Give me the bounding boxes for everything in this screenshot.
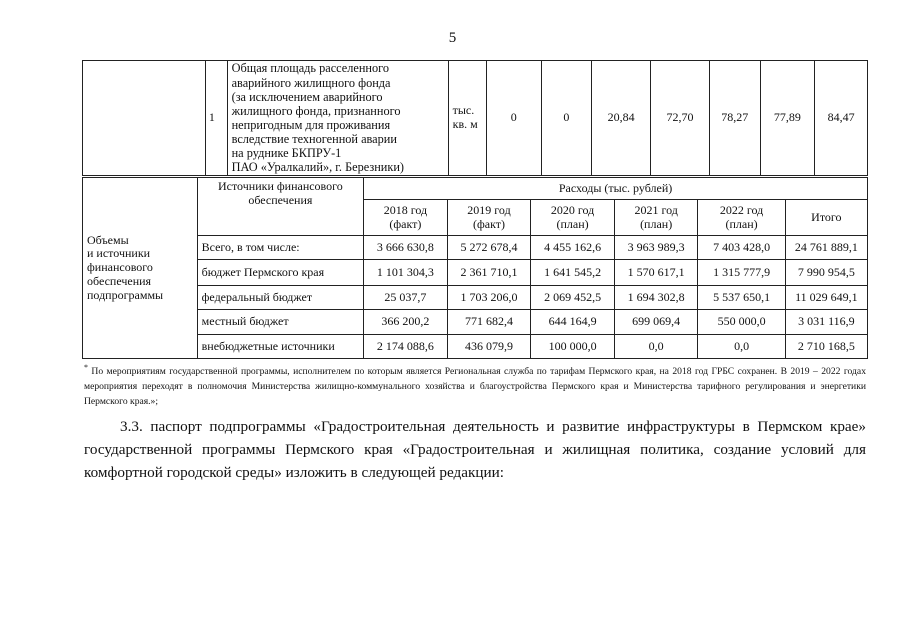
- value-cell: 3 963 989,3: [614, 236, 698, 260]
- value-cell: 0,0: [614, 335, 698, 359]
- value-cell: 0,0: [698, 335, 785, 359]
- source-name: федеральный бюджет: [197, 286, 364, 310]
- value-cell: 3 666 630,8: [364, 236, 448, 260]
- value-cell: 11 029 649,1: [785, 286, 867, 310]
- value-cell: 3 031 116,9: [785, 310, 867, 335]
- page-number: 5: [448, 30, 457, 46]
- year-header: 2020 год (план): [531, 200, 615, 236]
- footnote: [84, 362, 866, 410]
- value-cell: 84,47: [815, 61, 868, 176]
- year-header: 2021 год (план): [614, 200, 698, 236]
- footnote-marker: *: [84, 363, 88, 372]
- value-cell: 77,89: [760, 61, 815, 176]
- value-cell: 0: [486, 61, 541, 176]
- value-cell: 2 361 710,1: [447, 260, 531, 286]
- value-cell: 1 694 302,8: [614, 286, 698, 310]
- value-cell: 366 200,2: [364, 310, 448, 335]
- value-cell: 0: [541, 61, 592, 176]
- value-cell: 25 037,7: [364, 286, 448, 310]
- empty-cell: [83, 61, 206, 176]
- table-row: [83, 310, 868, 335]
- funding-label: Объемы и источники финансового обеспечения подпрограммы: [83, 178, 198, 359]
- funding-table: [82, 177, 868, 359]
- indicator-table: [82, 60, 868, 176]
- year-header: 2019 год (факт): [447, 200, 531, 236]
- footnote-text: По мероприятиям государственной программы, исполнителем по которым является Региональная служба по тарифам Пермского края, на 2018 год ГРБС сохранен. В 2019 – 2022 годах мероприятия переходят в полномочия Министерства жилищно-коммунального хозяйства и благоустройства Пермского края и Министерства тарифного регулирования и энергетики Пермского края.»;: [84, 366, 866, 407]
- value-cell: 1 570 617,1: [614, 260, 698, 286]
- value-cell: 7 990 954,5: [785, 260, 867, 286]
- table-row: [83, 236, 868, 260]
- row-index: 1: [205, 61, 227, 176]
- value-cell: 20,84: [592, 61, 651, 176]
- year-header: 2018 год (факт): [364, 200, 448, 236]
- value-cell: 1 101 304,3: [364, 260, 448, 286]
- expenses-header: Расходы (тыс. рублей): [364, 178, 868, 200]
- value-cell: 699 069,4: [614, 310, 698, 335]
- indicator-name: Общая площадь расселенного аварийного жилищного фонда (за исключением аварийного жилищного фонда, признанного непригодным для проживания вследствие техногенной аварии на руднике БКПРУ-1 ПАО «Уралкалий», г. Березники): [227, 61, 448, 176]
- value-cell: 436 079,9: [447, 335, 531, 359]
- value-cell: 5 537 650,1: [698, 286, 785, 310]
- body-paragraph: 3.3. паспорт подпрограммы «Градостроительная деятельность и развитие инфраструктуры в Пермском крае» государственной программы Пермского края «Градостроительная и жилищная политика, создание условий для комфортной городской среды» изложить в следующей редакции:: [84, 418, 866, 481]
- source-name: внебюджетные источники: [197, 335, 364, 359]
- year-header: 2022 год (план): [698, 200, 785, 236]
- value-cell: 1 315 777,9: [698, 260, 785, 286]
- value-cell: 644 164,9: [531, 310, 615, 335]
- table-header-row: [83, 178, 868, 200]
- value-cell: 2 069 452,5: [531, 286, 615, 310]
- table-row: [83, 260, 868, 286]
- value-cell: 1 703 206,0: [447, 286, 531, 310]
- value-cell: 100 000,0: [531, 335, 615, 359]
- table-row: [83, 61, 868, 176]
- value-cell: 7 403 428,0: [698, 236, 785, 260]
- value-cell: 4 455 162,6: [531, 236, 615, 260]
- table-row: [83, 335, 868, 359]
- value-cell: 5 272 678,4: [447, 236, 531, 260]
- source-name: местный бюджет: [197, 310, 364, 335]
- value-cell: 24 761 889,1: [785, 236, 867, 260]
- value-cell: 1 641 545,2: [531, 260, 615, 286]
- value-cell: 2 174 088,6: [364, 335, 448, 359]
- indicator-unit: тыс. кв. м: [448, 61, 486, 176]
- value-cell: 72,70: [651, 61, 710, 176]
- total-header: Итого: [785, 200, 867, 236]
- value-cell: 78,27: [709, 61, 760, 176]
- table-row: [83, 286, 868, 310]
- value-cell: 771 682,4: [447, 310, 531, 335]
- source-name: бюджет Пермского края: [197, 260, 364, 286]
- value-cell: 550 000,0: [698, 310, 785, 335]
- sources-header: Источники финансового обеспечения: [197, 178, 364, 236]
- source-name: Всего, в том числе:: [197, 236, 364, 260]
- value-cell: 2 710 168,5: [785, 335, 867, 359]
